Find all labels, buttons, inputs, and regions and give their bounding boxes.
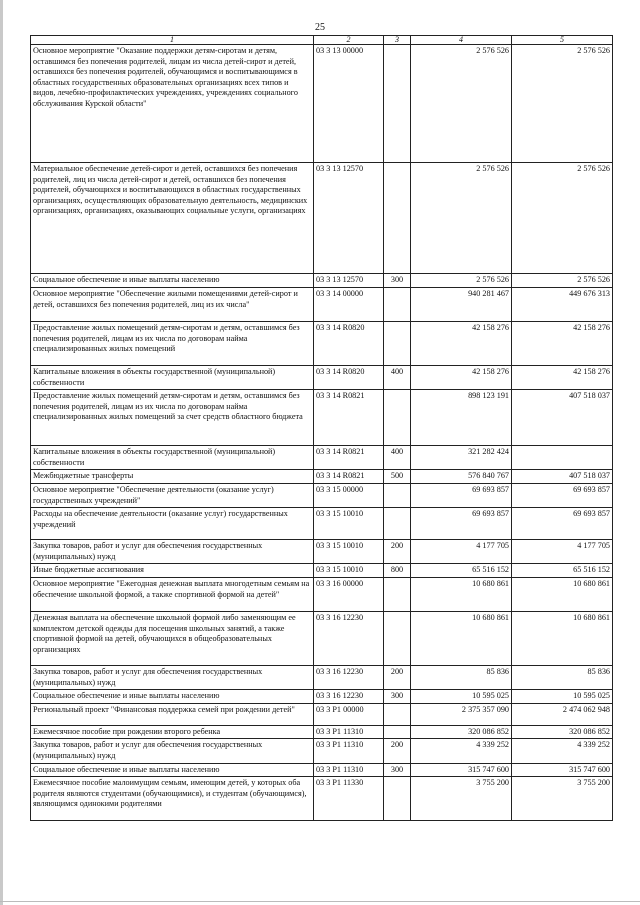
row-code: 03 3 13 12570	[314, 274, 384, 288]
table-row	[31, 390, 613, 446]
row-expense-kind: 200	[384, 665, 411, 689]
table-row	[31, 274, 613, 288]
row-expense-kind	[384, 777, 411, 821]
row-name: Ежемесячное пособие малоимущим семьям, имеющим детей, у которых оба родителя являются студентами (обучающимися), и студентам (обучающимся), являющимся одинокими родителями	[31, 777, 314, 821]
page-number: 25	[315, 22, 325, 33]
row-code: 03 3 16 12230	[314, 665, 384, 689]
row-name: Закупка товаров, работ и услуг для обеспечения государственных (муниципальных) нужд	[31, 540, 314, 564]
row-value-col4: 65 516 152	[411, 564, 512, 578]
row-expense-kind	[384, 322, 411, 366]
row-name: Предоставление жилых помещений детям-сиротам и детям, оставшимся без попечения родителей, лицам из их числа по договорам найма специализированных жилых помещений	[31, 322, 314, 366]
table-body	[31, 45, 613, 821]
table-row	[31, 45, 613, 163]
row-expense-kind: 300	[384, 763, 411, 777]
table-row	[31, 611, 613, 665]
row-value-col5: 2 576 526	[512, 163, 613, 274]
row-expense-kind	[384, 703, 411, 725]
row-value-col5: 65 516 152	[512, 564, 613, 578]
row-name: Капитальные вложения в объекты государственной (муниципальной) собственности	[31, 366, 314, 390]
row-code: 03 3 P1 11310	[314, 739, 384, 763]
row-name: Социальное обеспечение и иные выплаты населению	[31, 274, 314, 288]
row-expense-kind: 400	[384, 366, 411, 390]
row-value-col4: 69 693 857	[411, 483, 512, 507]
row-name: Межбюджетные трансферты	[31, 470, 314, 484]
row-name: Капитальные вложения в объекты государственной (муниципальной) собственности	[31, 446, 314, 470]
row-expense-kind: 300	[384, 274, 411, 288]
row-value-col4: 898 123 191	[411, 390, 512, 446]
row-expense-kind: 200	[384, 739, 411, 763]
row-value-col5: 2 474 062 948	[512, 703, 613, 725]
row-code: 03 3 14 R0821	[314, 446, 384, 470]
header-col-2: 2	[314, 36, 384, 45]
row-value-col5: 3 755 200	[512, 777, 613, 821]
row-value-col4: 315 747 600	[411, 763, 512, 777]
row-name: Предоставление жилых помещений детям-сиротам и детям, оставшимся без попечения родителей, лицам из их числа по договорам найма специализированных жилых помещений за счет средств областного бюджета	[31, 390, 314, 446]
row-value-col5: 315 747 600	[512, 763, 613, 777]
table-row	[31, 665, 613, 689]
row-code: 03 3 14 00000	[314, 288, 384, 322]
row-code: 03 3 14 R0820	[314, 322, 384, 366]
row-value-col4: 2 375 357 090	[411, 703, 512, 725]
row-code: 03 3 15 10010	[314, 564, 384, 578]
row-code: 03 3 14 R0821	[314, 470, 384, 484]
row-value-col5: 407 518 037	[512, 470, 613, 484]
row-value-col4: 576 840 767	[411, 470, 512, 484]
row-expense-kind	[384, 725, 411, 739]
row-expense-kind	[384, 288, 411, 322]
row-name: Закупка товаров, работ и услуг для обеспечения государственных (муниципальных) нужд	[31, 739, 314, 763]
header-col-1: 1	[31, 36, 314, 45]
row-name: Иные бюджетные ассигнования	[31, 564, 314, 578]
row-expense-kind: 500	[384, 470, 411, 484]
row-expense-kind: 400	[384, 446, 411, 470]
row-value-col4: 42 158 276	[411, 366, 512, 390]
row-value-col5: 42 158 276	[512, 322, 613, 366]
row-value-col4: 42 158 276	[411, 322, 512, 366]
row-value-col4: 85 836	[411, 665, 512, 689]
row-value-col4: 69 693 857	[411, 508, 512, 540]
row-value-col5: 4 177 705	[512, 540, 613, 564]
row-code: 03 3 15 00000	[314, 483, 384, 507]
table-row	[31, 577, 613, 611]
row-value-col4: 3 755 200	[411, 777, 512, 821]
table-row	[31, 366, 613, 390]
row-value-col4: 4 339 252	[411, 739, 512, 763]
row-value-col4: 2 576 526	[411, 274, 512, 288]
row-code: 03 3 P1 11310	[314, 725, 384, 739]
row-name: Основное мероприятие "Обеспечение деятельности (оказание услуг) государственных учреждений"	[31, 483, 314, 507]
row-value-col4: 2 576 526	[411, 45, 512, 163]
row-value-col4: 10 680 861	[411, 611, 512, 665]
row-expense-kind	[384, 163, 411, 274]
row-expense-kind	[384, 483, 411, 507]
table-row	[31, 446, 613, 470]
row-name: Расходы на обеспечение деятельности (оказание услуг) государственных учреждений	[31, 508, 314, 540]
row-expense-kind: 300	[384, 690, 411, 704]
row-expense-kind	[384, 45, 411, 163]
row-expense-kind	[384, 577, 411, 611]
row-name: Региональный проект "Финансовая поддержка семей при рождении детей"	[31, 703, 314, 725]
row-code: 03 3 P1 00000	[314, 703, 384, 725]
row-value-col4: 2 576 526	[411, 163, 512, 274]
table-row	[31, 725, 613, 739]
table-row	[31, 470, 613, 484]
header-row	[31, 36, 613, 45]
row-value-col5	[512, 446, 613, 470]
row-value-col5: 407 518 037	[512, 390, 613, 446]
row-code: 03 3 14 R0820	[314, 366, 384, 390]
header-col-4: 4	[411, 36, 512, 45]
budget-table	[30, 35, 613, 821]
row-value-col5: 2 576 526	[512, 274, 613, 288]
row-code: 03 3 16 12230	[314, 611, 384, 665]
row-code: 03 3 16 12230	[314, 690, 384, 704]
table-row	[31, 564, 613, 578]
row-name: Основное мероприятие "Ежегодная денежная выплата многодетным семьям на обеспечение школьной формой, а также спортивной формой на детей"	[31, 577, 314, 611]
row-value-col5: 69 693 857	[512, 483, 613, 507]
table-row	[31, 739, 613, 763]
table-row	[31, 703, 613, 725]
row-name: Социальное обеспечение и иные выплаты населению	[31, 690, 314, 704]
table-row	[31, 288, 613, 322]
row-expense-kind: 200	[384, 540, 411, 564]
table-row	[31, 763, 613, 777]
row-value-col4: 940 281 467	[411, 288, 512, 322]
row-value-col5: 4 339 252	[512, 739, 613, 763]
row-name: Закупка товаров, работ и услуг для обеспечения государственных (муниципальных) нужд	[31, 665, 314, 689]
row-value-col4: 321 282 424	[411, 446, 512, 470]
row-code: 03 3 16 00000	[314, 577, 384, 611]
row-name: Основное мероприятие "Оказание поддержки детям-сиротам и детям, оставшимся без попечения родителей, лицам из числа детей-сирот и детей, оставшихся без попечения родителей, обучающимся и воспитывающимся в областных государственных образовательных организациях всех типов и видов, лечебно-профилактических учреждениях, учреждениях социального обслуживания Курской области"	[31, 45, 314, 163]
row-code: 03 3 13 00000	[314, 45, 384, 163]
table-row	[31, 322, 613, 366]
row-code: 03 3 P1 11330	[314, 777, 384, 821]
table-row	[31, 508, 613, 540]
row-name: Денежная выплата на обеспечение школьной формой либо заменяющим ее комплектом детской одежды для посещения школьных занятий, а также спортивной формой на детей, обучающихся в общеобразовательных организациях	[31, 611, 314, 665]
row-value-col5: 10 595 025	[512, 690, 613, 704]
row-name: Основное мероприятие "Обеспечение жилыми помещениями детей-сирот и детей, оставшихся без попечения родителей, лиц из их числа"	[31, 288, 314, 322]
row-value-col5: 320 086 852	[512, 725, 613, 739]
scan-edge	[0, 0, 3, 905]
row-value-col5: 85 836	[512, 665, 613, 689]
row-value-col4: 10 680 861	[411, 577, 512, 611]
row-value-col5: 2 576 526	[512, 45, 613, 163]
row-expense-kind	[384, 508, 411, 540]
row-name: Ежемесячное пособие при рождении второго ребенка	[31, 725, 314, 739]
row-code: 03 3 14 R0821	[314, 390, 384, 446]
table-row	[31, 690, 613, 704]
header-col-5: 5	[512, 36, 613, 45]
header-col-3: 3	[384, 36, 411, 45]
row-code: 03 3 15 10010	[314, 508, 384, 540]
row-value-col5: 69 693 857	[512, 508, 613, 540]
row-expense-kind: 800	[384, 564, 411, 578]
row-value-col5: 42 158 276	[512, 366, 613, 390]
table-row	[31, 777, 613, 821]
table-row	[31, 483, 613, 507]
row-name: Социальное обеспечение и иные выплаты населению	[31, 763, 314, 777]
row-name: Материальное обеспечение детей-сирот и детей, оставшихся без попечения родителей, лиц из числа детей-сирот и детей, оставшихся без попечения родителей, обучающихся и воспитывающихся в областных государственных организациях, осуществляющих образовательную деятельность, медицинских организациях, организациях, оказывающих социальные услуги, организациях	[31, 163, 314, 274]
table-row	[31, 540, 613, 564]
row-code: 03 3 13 12570	[314, 163, 384, 274]
row-value-col4: 320 086 852	[411, 725, 512, 739]
row-code: 03 3 15 10010	[314, 540, 384, 564]
row-expense-kind	[384, 390, 411, 446]
row-value-col4: 4 177 705	[411, 540, 512, 564]
table-row	[31, 163, 613, 274]
row-value-col4: 10 595 025	[411, 690, 512, 704]
row-value-col5: 10 680 861	[512, 577, 613, 611]
row-value-col5: 449 676 313	[512, 288, 613, 322]
scan-bottom-edge	[0, 901, 640, 902]
row-code: 03 3 P1 11310	[314, 763, 384, 777]
row-value-col5: 10 680 861	[512, 611, 613, 665]
row-expense-kind	[384, 611, 411, 665]
